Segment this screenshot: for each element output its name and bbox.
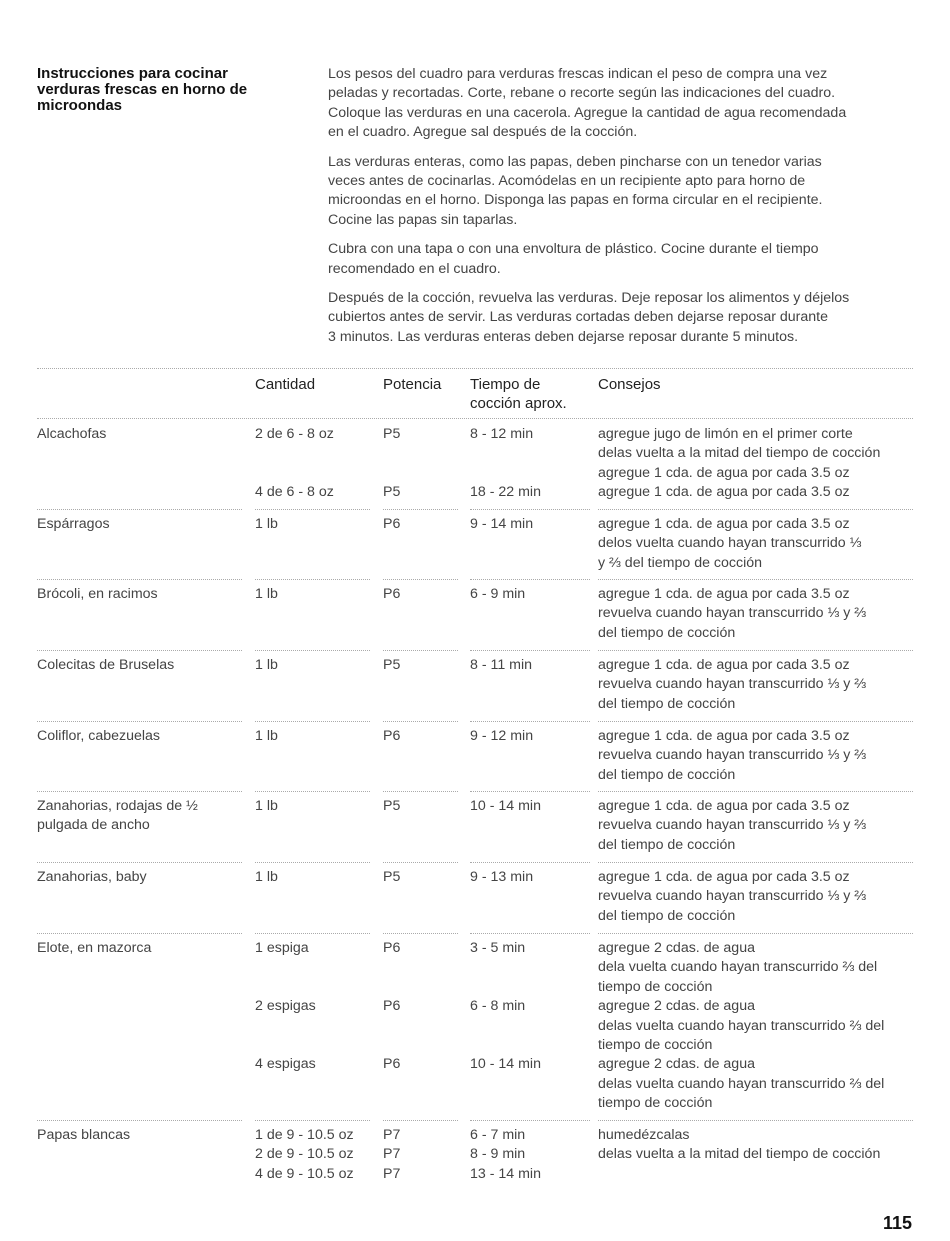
cell-line: agregue 2 cdas. de agua bbox=[598, 998, 755, 1015]
row-rule bbox=[37, 579, 242, 580]
tips-cell bbox=[598, 425, 880, 503]
cell-line: 1 lb bbox=[255, 657, 278, 673]
tips-cell bbox=[598, 656, 866, 714]
intro-line: peladas y recortadas. Corte, rebane o recorte según las indicaciones del cuadro. bbox=[328, 85, 836, 102]
cell-line: P5 bbox=[383, 657, 401, 673]
intro-paragraph bbox=[328, 289, 913, 347]
cell-line: P6 bbox=[383, 940, 401, 956]
section-heading-line: microondas bbox=[37, 97, 123, 114]
cell-line: 18 - 22 min bbox=[470, 484, 541, 501]
cell-line: tiempo de cocción bbox=[598, 1037, 713, 1054]
cell-line: 9 - 13 min bbox=[470, 869, 534, 885]
row-rule bbox=[383, 933, 458, 934]
cell-line: agregue 1 cda. de agua por cada 3.5 oz bbox=[598, 869, 850, 885]
cell-line: revuelva cuando hayan transcurrido ⅓ y ⅔ bbox=[598, 747, 867, 764]
food-cell bbox=[37, 727, 160, 746]
food-cell bbox=[37, 656, 174, 675]
time-cell bbox=[470, 656, 532, 675]
cell-line: Espárragos bbox=[37, 516, 110, 532]
page-number: 115 bbox=[882, 1213, 912, 1233]
section-heading-line: Instrucciones para cocinar bbox=[37, 65, 228, 82]
cell-line: 1 lb bbox=[255, 798, 278, 814]
cell-line: 4 de 6 - 8 oz bbox=[255, 484, 334, 501]
quantity-cell bbox=[255, 868, 278, 887]
row-rule bbox=[598, 721, 913, 722]
power-cell bbox=[383, 797, 400, 816]
intro-line: Los pesos del cuadro para verduras frescas indican el peso de compra una vez bbox=[328, 66, 828, 82]
cell-line: dela vuelta cuando hayan transcurrido ⅔ del bbox=[598, 959, 878, 976]
cell-line: P5 bbox=[383, 798, 401, 814]
cell-line bbox=[255, 1036, 316, 1055]
intro-line: microondas en el horno. Disponga las papas en forma circular en el recipiente. bbox=[328, 192, 823, 209]
cell-line: 10 - 14 min bbox=[470, 798, 541, 814]
row-rule bbox=[470, 862, 590, 863]
header-consejos bbox=[598, 375, 661, 394]
cell-line: P6 bbox=[383, 516, 401, 532]
header-cantidad bbox=[255, 375, 315, 394]
cell-line: agregue 1 cda. de agua por cada 3.5 oz bbox=[598, 657, 850, 673]
cell-line: P7 bbox=[383, 1146, 401, 1163]
cell-line: revuelva cuando hayan transcurrido ⅓ y ⅔ bbox=[598, 676, 867, 693]
tips-cell bbox=[598, 727, 866, 785]
cell-line: Zanahorias, rodajas de ½ bbox=[37, 798, 198, 814]
cell-line: Alcachofas bbox=[37, 426, 107, 442]
row-rule bbox=[255, 933, 370, 934]
quantity-cell bbox=[255, 727, 278, 746]
cell-line: 8 - 11 min bbox=[470, 657, 533, 673]
intro-line: Después de la cocción, revuelva las verduras. Deje reposar los alimentos y déjelos bbox=[328, 290, 850, 307]
intro-line: recomendado en el cuadro. bbox=[328, 260, 501, 277]
tips-cell bbox=[598, 585, 866, 643]
cell-line: 9 - 14 min bbox=[470, 516, 534, 532]
row-rule bbox=[37, 650, 242, 651]
tips-cell bbox=[598, 515, 861, 573]
cell-line bbox=[255, 978, 316, 997]
quantity-cell bbox=[255, 425, 334, 503]
cell-line: Brócoli, en racimos bbox=[37, 586, 158, 602]
cell-line: delos vuelta cuando hayan transcurrido ⅓ bbox=[598, 535, 862, 552]
cell-line: revuelva cuando hayan transcurrido ⅓ y ⅔ bbox=[598, 888, 867, 905]
intro-paragraph bbox=[328, 240, 913, 279]
cell-line: P6 bbox=[383, 586, 401, 602]
cell-line: Coliflor, cabezuelas bbox=[37, 728, 161, 744]
cell-line: agregue 1 cda. de agua por cada 3.5 oz bbox=[598, 586, 850, 602]
cell-line bbox=[470, 1036, 541, 1055]
cell-line bbox=[383, 444, 400, 463]
intro-line: veces antes de cocinarlas. Acomódelas en un recipiente apto para horno de bbox=[328, 173, 806, 190]
cell-line: delas vuelta a la mitad del tiempo de cocción bbox=[598, 1146, 881, 1163]
row-rule bbox=[470, 579, 590, 580]
food-cell bbox=[37, 425, 106, 444]
cell-line: cocción aprox. bbox=[470, 395, 567, 412]
header-potencia bbox=[383, 375, 441, 394]
cell-line: P6 bbox=[383, 1056, 401, 1073]
cell-line: agregue 2 cdas. de agua bbox=[598, 940, 755, 956]
tips-cell bbox=[598, 939, 884, 1114]
power-cell bbox=[383, 425, 400, 503]
cell-line: 9 - 12 min bbox=[470, 728, 534, 744]
cell-line bbox=[470, 978, 541, 997]
row-rule bbox=[383, 862, 458, 863]
row-rule bbox=[598, 933, 913, 934]
time-cell bbox=[470, 515, 533, 534]
power-cell bbox=[383, 939, 400, 1075]
cell-line bbox=[255, 444, 334, 463]
section-heading bbox=[37, 66, 307, 114]
row-rule bbox=[383, 650, 458, 651]
time-cell bbox=[470, 727, 533, 746]
cell-line: 3 - 5 min bbox=[470, 940, 526, 956]
quantity-cell bbox=[255, 585, 278, 604]
cell-line: humedézcalas bbox=[598, 1127, 690, 1143]
cell-line: agregue 1 cda. de agua por cada 3.5 oz bbox=[598, 484, 850, 501]
row-rule bbox=[598, 1120, 913, 1121]
cell-line: pulgada de ancho bbox=[37, 817, 150, 834]
row-rule bbox=[255, 862, 370, 863]
row-rule bbox=[598, 579, 913, 580]
row-rule bbox=[598, 862, 913, 863]
row-rule bbox=[598, 509, 913, 510]
row-rule bbox=[470, 791, 590, 792]
header-bottom-rule bbox=[37, 418, 913, 419]
row-rule bbox=[37, 1120, 242, 1121]
row-rule bbox=[255, 791, 370, 792]
time-cell bbox=[470, 425, 541, 503]
row-rule bbox=[383, 579, 458, 580]
cell-line: del tiempo de cocción bbox=[598, 836, 736, 853]
cell-line: Consejos bbox=[598, 376, 661, 393]
row-rule bbox=[255, 579, 370, 580]
row-rule bbox=[470, 509, 590, 510]
cell-line: 10 - 14 min bbox=[470, 1056, 541, 1073]
quantity-cell bbox=[255, 515, 278, 534]
cell-line: 6 - 8 min bbox=[470, 998, 526, 1015]
cell-line: tiempo de cocción bbox=[598, 1095, 713, 1112]
cell-line: 4 de 9 - 10.5 oz bbox=[255, 1165, 354, 1182]
cell-line: revuelva cuando hayan transcurrido ⅓ y ⅔ bbox=[598, 605, 867, 622]
power-cell bbox=[383, 585, 400, 604]
section-heading-line: verduras frescas en horno de bbox=[37, 81, 248, 98]
row-rule bbox=[383, 721, 458, 722]
cell-line: P6 bbox=[383, 728, 401, 744]
row-rule bbox=[383, 1120, 458, 1121]
cell-line bbox=[255, 464, 334, 483]
cell-line: Elote, en mazorca bbox=[37, 940, 152, 956]
cell-line: 1 lb bbox=[255, 586, 278, 602]
time-cell bbox=[470, 868, 533, 887]
cell-line: P5 bbox=[383, 426, 401, 442]
cell-line: Tiempo de bbox=[470, 376, 541, 393]
cell-line: Zanahorias, baby bbox=[37, 869, 147, 885]
cell-line: 1 de 9 - 10.5 oz bbox=[255, 1127, 354, 1143]
row-rule bbox=[470, 721, 590, 722]
cell-line: Papas blancas bbox=[37, 1127, 131, 1143]
intro-line: Coloque las verduras en una cacerola. Agregue la cantidad de agua recomendada bbox=[328, 104, 847, 121]
cell-line: del tiempo de cocción bbox=[598, 766, 736, 783]
time-cell bbox=[470, 939, 541, 1075]
cell-line: agregue jugo de limón en el primer corte bbox=[598, 426, 853, 442]
food-cell bbox=[37, 515, 110, 534]
cell-line bbox=[470, 958, 541, 977]
cell-line: delas vuelta cuando hayan transcurrido ⅔ del bbox=[598, 1075, 885, 1092]
cell-line: agregue 1 cda. de agua por cada 3.5 oz bbox=[598, 516, 850, 532]
time-cell bbox=[470, 797, 541, 816]
cell-line bbox=[470, 444, 541, 463]
cell-line: 13 - 14 min bbox=[470, 1165, 541, 1182]
time-cell bbox=[470, 585, 525, 604]
row-rule bbox=[470, 1120, 590, 1121]
intro-line: Cubra con una tapa o con una envoltura de plástico. Cocine durante el tiempo bbox=[328, 241, 819, 258]
cell-line: 2 de 6 - 8 oz bbox=[255, 426, 334, 442]
intro-line: en el cuadro. Agregue sal después de la cocción. bbox=[328, 124, 638, 141]
row-rule bbox=[255, 509, 370, 510]
cell-line: agregue 1 cda. de agua por cada 3.5 oz bbox=[598, 728, 850, 744]
cell-line: P6 bbox=[383, 998, 401, 1015]
header-tiempo bbox=[470, 375, 567, 413]
table-top-rule bbox=[37, 368, 913, 369]
tips-cell bbox=[598, 797, 866, 855]
power-cell bbox=[383, 868, 400, 887]
cell-line bbox=[470, 464, 541, 483]
row-rule bbox=[37, 791, 242, 792]
cell-line: Potencia bbox=[383, 376, 442, 393]
intro-paragraph bbox=[328, 153, 913, 231]
cell-line: agregue 1 cda. de agua por cada 3.5 oz bbox=[598, 798, 850, 814]
tips-cell bbox=[598, 868, 866, 926]
cell-line bbox=[383, 958, 400, 977]
cell-line: agregue 2 cdas. de agua bbox=[598, 1056, 755, 1073]
intro-text bbox=[328, 65, 913, 357]
cell-line bbox=[383, 1017, 400, 1036]
row-rule bbox=[37, 721, 242, 722]
row-rule bbox=[37, 933, 242, 934]
cell-line bbox=[470, 1017, 541, 1036]
cell-line: 1 espiga bbox=[255, 940, 309, 956]
power-cell bbox=[383, 515, 400, 534]
row-rule bbox=[255, 1120, 370, 1121]
cell-line: 4 espigas bbox=[255, 1056, 316, 1073]
intro-line: 3 minutos. Las verduras enteras deben dejarse reposar durante 5 minutos. bbox=[328, 328, 799, 345]
row-rule bbox=[383, 791, 458, 792]
power-cell bbox=[383, 656, 400, 675]
cell-line: P5 bbox=[383, 869, 401, 885]
row-rule bbox=[255, 721, 370, 722]
cell-line bbox=[383, 1036, 400, 1055]
food-cell bbox=[37, 939, 151, 958]
cell-line: 8 - 12 min bbox=[470, 426, 534, 442]
power-cell bbox=[383, 727, 400, 746]
cell-line: 1 lb bbox=[255, 728, 278, 744]
row-rule bbox=[255, 650, 370, 651]
cell-line: P5 bbox=[383, 484, 401, 501]
quantity-cell bbox=[255, 656, 278, 675]
power-cell bbox=[383, 1126, 400, 1184]
cell-line: del tiempo de cocción bbox=[598, 907, 736, 924]
intro-paragraph bbox=[328, 65, 913, 143]
cell-line: 6 - 9 min bbox=[470, 586, 526, 602]
cell-line: Cantidad bbox=[255, 376, 316, 393]
cell-line: agregue 1 cda. de agua por cada 3.5 oz bbox=[598, 464, 850, 481]
row-rule bbox=[37, 509, 242, 510]
row-rule bbox=[598, 650, 913, 651]
cell-line: 2 espigas bbox=[255, 998, 316, 1015]
intro-line: Cocine las papas sin taparlas. bbox=[328, 211, 518, 228]
cell-line: y ⅔ del tiempo de cocción bbox=[598, 554, 763, 571]
cell-line: 1 lb bbox=[255, 869, 278, 885]
cell-line: P7 bbox=[383, 1127, 401, 1143]
cell-line: del tiempo de cocción bbox=[598, 695, 736, 712]
cell-line: delas vuelta cuando hayan transcurrido ⅔ del bbox=[598, 1017, 885, 1034]
cell-line: tiempo de cocción bbox=[598, 978, 713, 995]
quantity-cell bbox=[255, 797, 278, 816]
row-rule bbox=[37, 862, 242, 863]
cell-line: revuelva cuando hayan transcurrido ⅓ y ⅔ bbox=[598, 817, 867, 834]
cell-line bbox=[383, 978, 400, 997]
cell-line: 1 lb bbox=[255, 516, 278, 532]
cell-line: del tiempo de cocción bbox=[598, 624, 736, 641]
cell-line: 2 de 9 - 10.5 oz bbox=[255, 1146, 354, 1163]
quantity-cell bbox=[255, 939, 316, 1075]
row-rule bbox=[470, 650, 590, 651]
food-cell bbox=[37, 1126, 130, 1145]
food-cell bbox=[37, 797, 198, 836]
row-rule bbox=[383, 509, 458, 510]
intro-line: Las verduras enteras, como las papas, deben pincharse con un tenedor varias bbox=[328, 153, 822, 170]
cell-line: P7 bbox=[383, 1165, 401, 1182]
row-rule bbox=[470, 933, 590, 934]
cell-line: delas vuelta a la mitad del tiempo de cocción bbox=[598, 445, 881, 462]
tips-cell bbox=[598, 1126, 880, 1165]
cell-line: Colecitas de Bruselas bbox=[37, 657, 175, 673]
cell-line bbox=[383, 464, 400, 483]
cell-line: 8 - 9 min bbox=[470, 1146, 526, 1163]
intro-line: cubiertos antes de servir. Las verduras cortadas deben dejarse reposar durante bbox=[328, 309, 829, 326]
food-cell bbox=[37, 585, 158, 604]
quantity-cell bbox=[255, 1126, 354, 1184]
row-rule bbox=[598, 791, 913, 792]
cell-line bbox=[255, 958, 316, 977]
cell-line: 6 - 7 min bbox=[470, 1127, 526, 1143]
food-cell bbox=[37, 868, 147, 887]
cell-line bbox=[255, 1017, 316, 1036]
time-cell bbox=[470, 1126, 541, 1184]
